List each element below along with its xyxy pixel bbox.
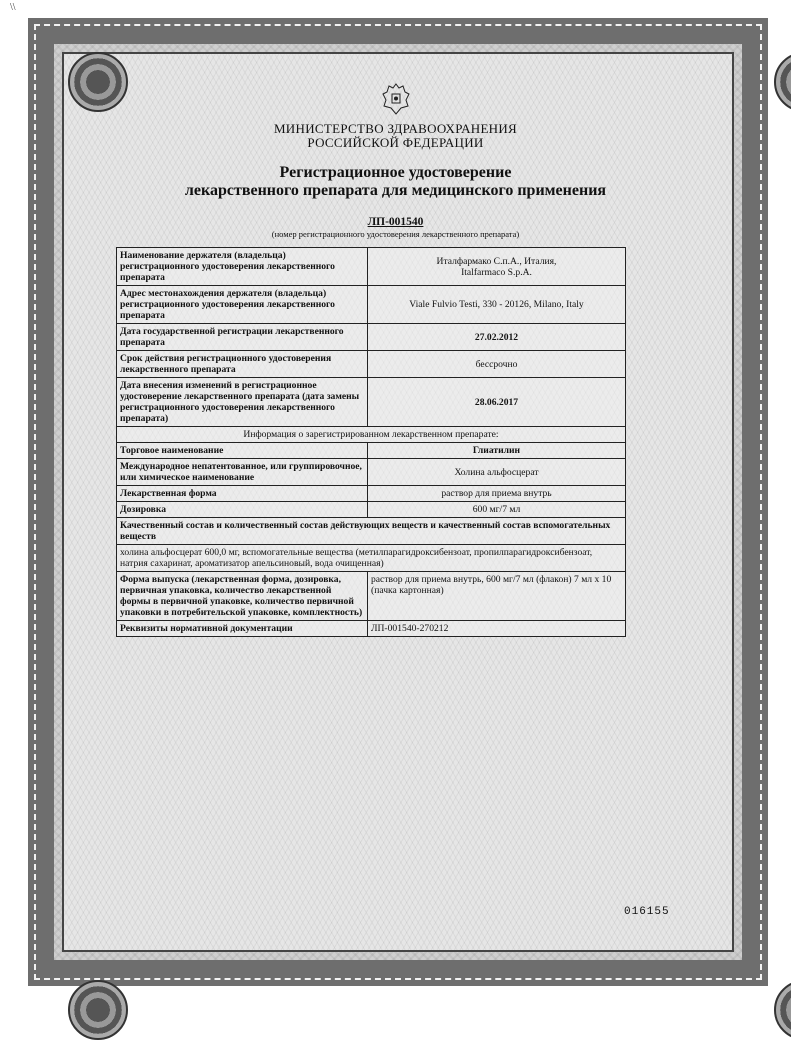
form-label: Лекарственная форма [117,486,368,502]
dosage-value: 600 мг/7 мл [368,502,626,518]
table-row [117,572,626,621]
holder-value: Италфармако С.п.А., Италия, Italfarmaco S.p.A. [368,248,626,286]
table-row [117,324,626,351]
table-row [117,621,626,637]
table-row [117,427,626,443]
validity-value: бессрочно [368,351,626,378]
table-row [117,248,626,286]
ministry-name: МИНИСТЕРСТВО ЗДРАВООХРАНЕНИЯ РОССИЙСКОЙ ФЕДЕРАЦИИ [273,121,518,150]
table-row [117,378,626,427]
address-label: Адрес местонахождения держателя (владельца) регистрационного удостоверения лекарственного препарата [117,286,368,324]
inn-label: Международное непатентованное, или группировочное, или химическое наименование [117,459,368,486]
table-row [117,286,626,324]
corner-rosette-icon [774,52,791,112]
info-heading: Информация о зарегистрированном лекарственном препарате: [117,427,626,443]
registration-table [116,247,626,637]
changes-label: Дата внесения изменений в регистрационное удостоверение лекарственного препарата (дата замены регистрационного удостоверения лекарственного препарата) [117,378,368,427]
table-row [117,459,626,486]
registration-number-caption: (номер регистрационного удостоверения лекарственного препарата) [271,229,520,239]
table-row [117,351,626,378]
trade-name-value: Глиатилин [368,443,626,459]
table-row [117,443,626,459]
table-row [117,486,626,502]
inn-value: Холина альфосцерат [368,459,626,486]
margin-mark: \\ [10,2,16,13]
registration-number: ЛП-001540 [367,216,424,228]
release-form-value: раствор для приема внутрь, 600 мг/7 мл (флакон) 7 мл х 10 (пачка картонная) [368,572,626,621]
table-row [117,545,626,572]
certificate-content [108,74,683,637]
address-value: Viale Fulvio Testi, 330 - 20126, Milano, Italy [368,286,626,324]
changes-value: 28.06.2017 [368,378,626,427]
corner-rosette-icon [68,980,128,1040]
document-title: Регистрационное удостоверение лекарственного препарата для медицинского применения [184,164,607,199]
normative-value: ЛП-001540-270212 [368,621,626,637]
composition-value: холина альфосцерат 600,0 мг, вспомогательные вещества (метилпарагидроксибензоат, пропилпарагидроксибензоат, натрия сахаринат, ароматизатор апельсиновый, вода очищенная) [117,545,626,572]
corner-rosette-icon [774,980,791,1040]
composition-heading: Качественный состав и количественный состав действующих веществ и качественный состав вспомогательных веществ [117,518,626,545]
trade-name-label: Торговое наименование [117,443,368,459]
normative-label: Реквизиты нормативной документации [117,621,368,637]
release-form-label: Форма выпуска (лекарственная форма, дозировка, первичная упаковка, количество лекарственной формы в первичной упаковке, количество первичной упаковки в потребительской упаковке, комплектность) [117,572,368,621]
coat-of-arms-icon [381,82,411,116]
serial-number: 016155 [624,906,670,918]
reg-date-label: Дата государственной регистрации лекарственного препарата [117,324,368,351]
table-row [117,518,626,545]
validity-label: Срок действия регистрационного удостоверения лекарственного препарата [117,351,368,378]
form-value: раствор для приема внутрь [368,486,626,502]
dosage-label: Дозировка [117,502,368,518]
holder-label: Наименование держателя (владельца) регистрационного удостоверения лекарственного препарата [117,248,368,286]
table-row [117,502,626,518]
reg-date-value: 27.02.2012 [368,324,626,351]
